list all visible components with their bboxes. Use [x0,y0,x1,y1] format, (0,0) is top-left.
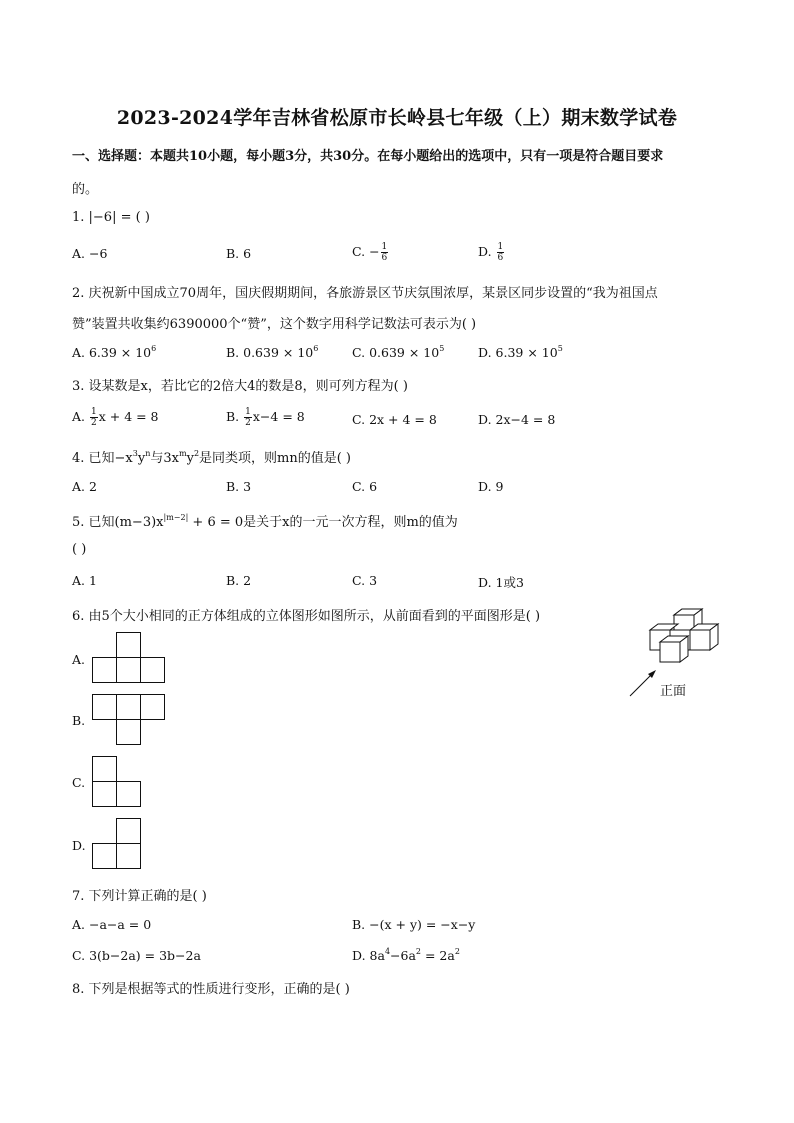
page-title: 2023-2024学年吉林省松原市长岭县七年级（上）期末数学试卷 [116,107,678,129]
q1-option-d: D. $\frac{1}{6}$ [478,242,504,263]
q1-option-b: B. 6 [226,246,252,261]
q6-option-a-figure [92,632,168,684]
q3-option-b: B. $\frac{1}{2}$ x−4 = 8 [226,407,305,428]
q1-option-c: C. − $\frac{1}{6}$ [352,242,388,263]
question-7-stem: 7. 下列计算正确的是( ) [72,889,207,904]
question-6-stem: 6. 由5个大小相同的正方体组成的立体图形如图所示，从前面看到的平面图形是( ) [72,609,541,624]
q5-option-a: A. 1 [72,573,97,588]
question-2-line2: 赞”装置共收集约6390000个“赞”，这个数字用科学记数法可表示为( ) [72,317,477,332]
q7-option-c: C. 3(b−2a) = 3b−2a [72,948,201,963]
question-5-stem: 5. 已知$(m-3)x^{|m-2|} + 6 = 0$是关于x的一元一次方程，则m的值为 [72,513,458,530]
question-3-stem: 3. 设某数是x，若比它的2倍大4的数是8，则可列方程为( ) [72,379,408,394]
question-2-line1: 2. 庆祝新中国成立70周年，国庆假期期间，各旅游景区节庆氛围浓厚，某景区同步设置的“我为祖国点 [72,286,658,301]
q1-option-a: A. −6 [72,246,108,261]
section-header-cont: 的。 [72,182,99,197]
q6-option-b: B. [72,713,86,728]
q6-option-d-figure [92,818,144,870]
question-8-stem: 8. 下列是根据等式的性质进行变形，正确的是( ) [72,982,350,997]
q7-option-a: A. −a−a = 0 [72,917,152,932]
question-5-line2: ( ) [72,542,87,557]
q6-option-c-figure [92,756,144,808]
q5-option-d: D. 1或3 [478,575,524,590]
q2-option-b: B. $0.639 \times 10^6$ [226,344,319,360]
q4-option-b: B. 3 [226,479,252,494]
q3-option-c: C. 2x + 4 = 8 [352,412,437,427]
q2-option-d: D. $6.39 \times 10^5$ [478,344,563,360]
question-4-stem: 4. 已知$-x^3y^n$与$3x^my^2$是同类项，则mn的值是( ) [72,449,352,466]
q4-option-a: A. 2 [72,479,97,494]
q2-option-a: A. $6.39 \times 10^6$ [72,344,157,360]
q6-option-b-figure [92,694,168,746]
q6-option-d: D. [72,838,86,853]
q4-option-d: D. 9 [478,479,504,494]
q3-option-d: D. 2x−4 = 8 [478,412,556,427]
q5-option-c: C. 3 [352,573,378,588]
q7-option-d: D. $8a^4-6a^2 = 2a^2$ [352,947,460,963]
q2-option-c: C. $0.639 \times 10^5$ [352,344,445,360]
q3-option-a: A. $\frac{1}{2}$ x + 4 = 8 [72,407,159,428]
front-view-label: 正面 [660,684,687,699]
q4-option-c: C. 6 [352,479,378,494]
question-1-stem: 1. |−6| = ( ) [72,210,150,225]
q7-option-b: B. −(x + y) = −x−y [352,917,476,932]
section-header: 一、选择题：本题共10小题，每小题3分，共30分。在每小题给出的选项中，只有一项是符合题目要求 [72,149,664,164]
q6-option-c: C. [72,775,86,790]
q6-option-a: A. [72,652,86,667]
q5-option-b: B. 2 [226,573,252,588]
